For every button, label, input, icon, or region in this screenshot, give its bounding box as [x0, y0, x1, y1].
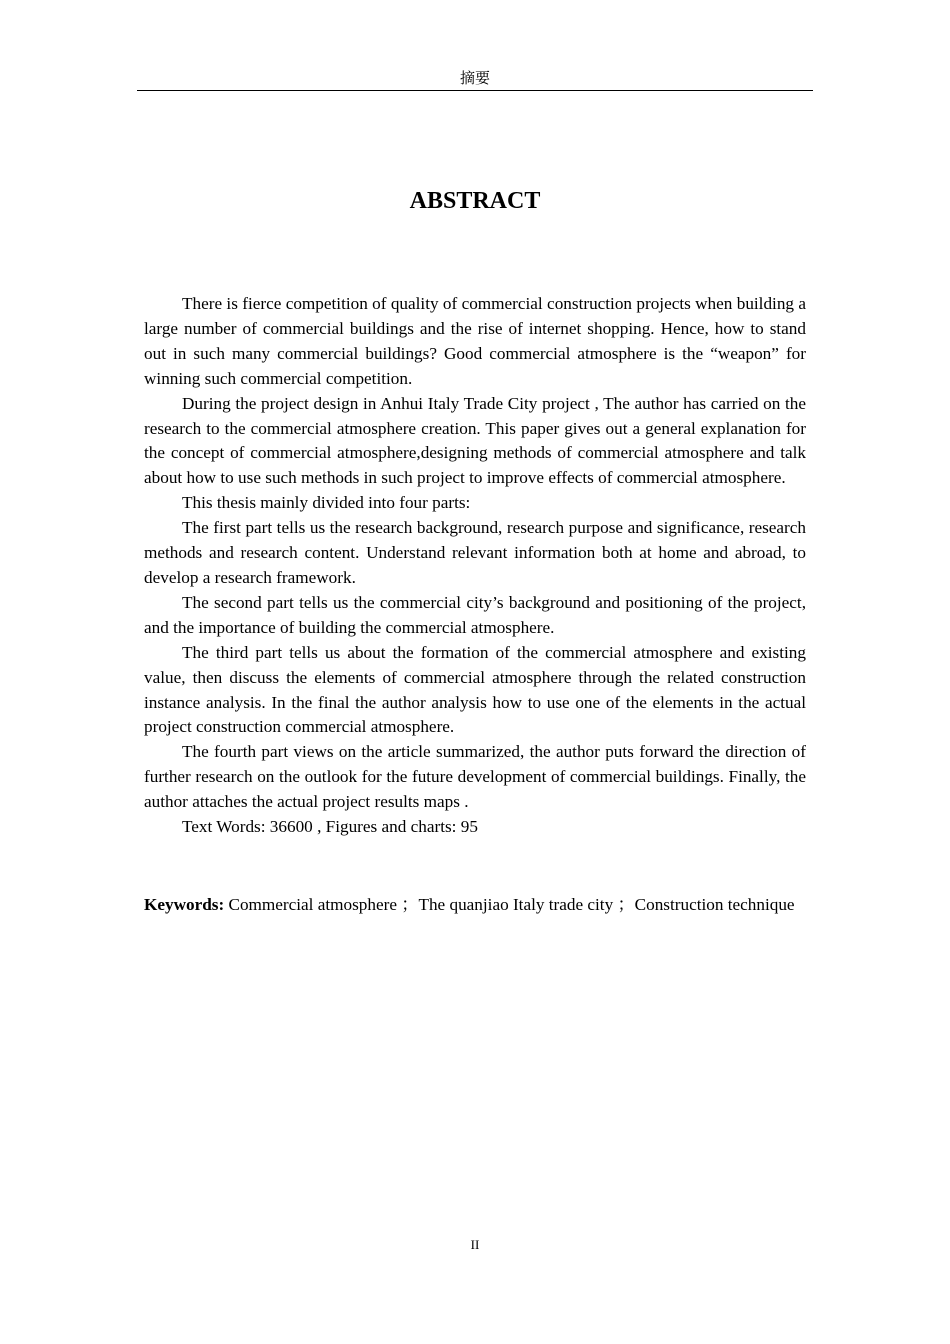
- abstract-paragraph: There is fierce competition of quality of commercial construction projects when building a large number of commercial buildings and the rise of internet shopping. Hence, how to stand out in such many commercial buildings? Good commercial atmosphere is the “weapon” for winning such commercial competition.: [144, 294, 806, 388]
- page-number: II: [470, 1237, 480, 1252]
- running-header: 摘要: [459, 69, 490, 87]
- abstract-paragraph: During the project design in Anhui Italy Trade City project , The author has carried on the research to the commercial atmosphere creation. This paper gives out a general explanation for the concept of commercial atmosphere,designing methods of commercial atmosphere and talk about how to use such methods in such project to improve effects of commercial atmosphere.: [144, 393, 806, 488]
- abstract-paragraph: This thesis mainly divided into four parts:: [182, 493, 471, 513]
- abstract-paragraph: The third part tells us about the formation of the commercial atmosphere and existing value, then discuss the elements of commercial atmosphere through the related construction instance analysis. In the final the author analysis how to use one of the elements in the actual project construction commercial atmosphere.: [144, 642, 806, 737]
- abstract-title: ABSTRACT: [409, 188, 541, 214]
- abstract-paragraph: The first part tells us the research background, research purpose and significance, research methods and research content. Understand relevant information both at home and abroad, to develop a research framework.: [144, 518, 806, 587]
- abstract-body: [144, 292, 806, 840]
- keywords-line: [144, 886, 806, 924]
- word-count-line: Text Words: 36600 , Figures and charts: 95: [182, 817, 478, 837]
- keywords-label: Keywords:: [144, 895, 225, 914]
- abstract-paragraph: The fourth part views on the article summarized, the author puts forward the direction of further research on the outlook for the future development of commercial buildings. Finally, the author attaches the actual project results maps .: [144, 742, 806, 812]
- header-rule: [137, 90, 813, 91]
- keywords-text: Commercial atmosphere ；The quanjiao Italy trade city ；Construction technique: [228, 895, 795, 914]
- abstract-paragraph: The second part tells us the commercial city’s background and positioning of the project, and the importance of building the commercial atmosphere.: [144, 592, 806, 637]
